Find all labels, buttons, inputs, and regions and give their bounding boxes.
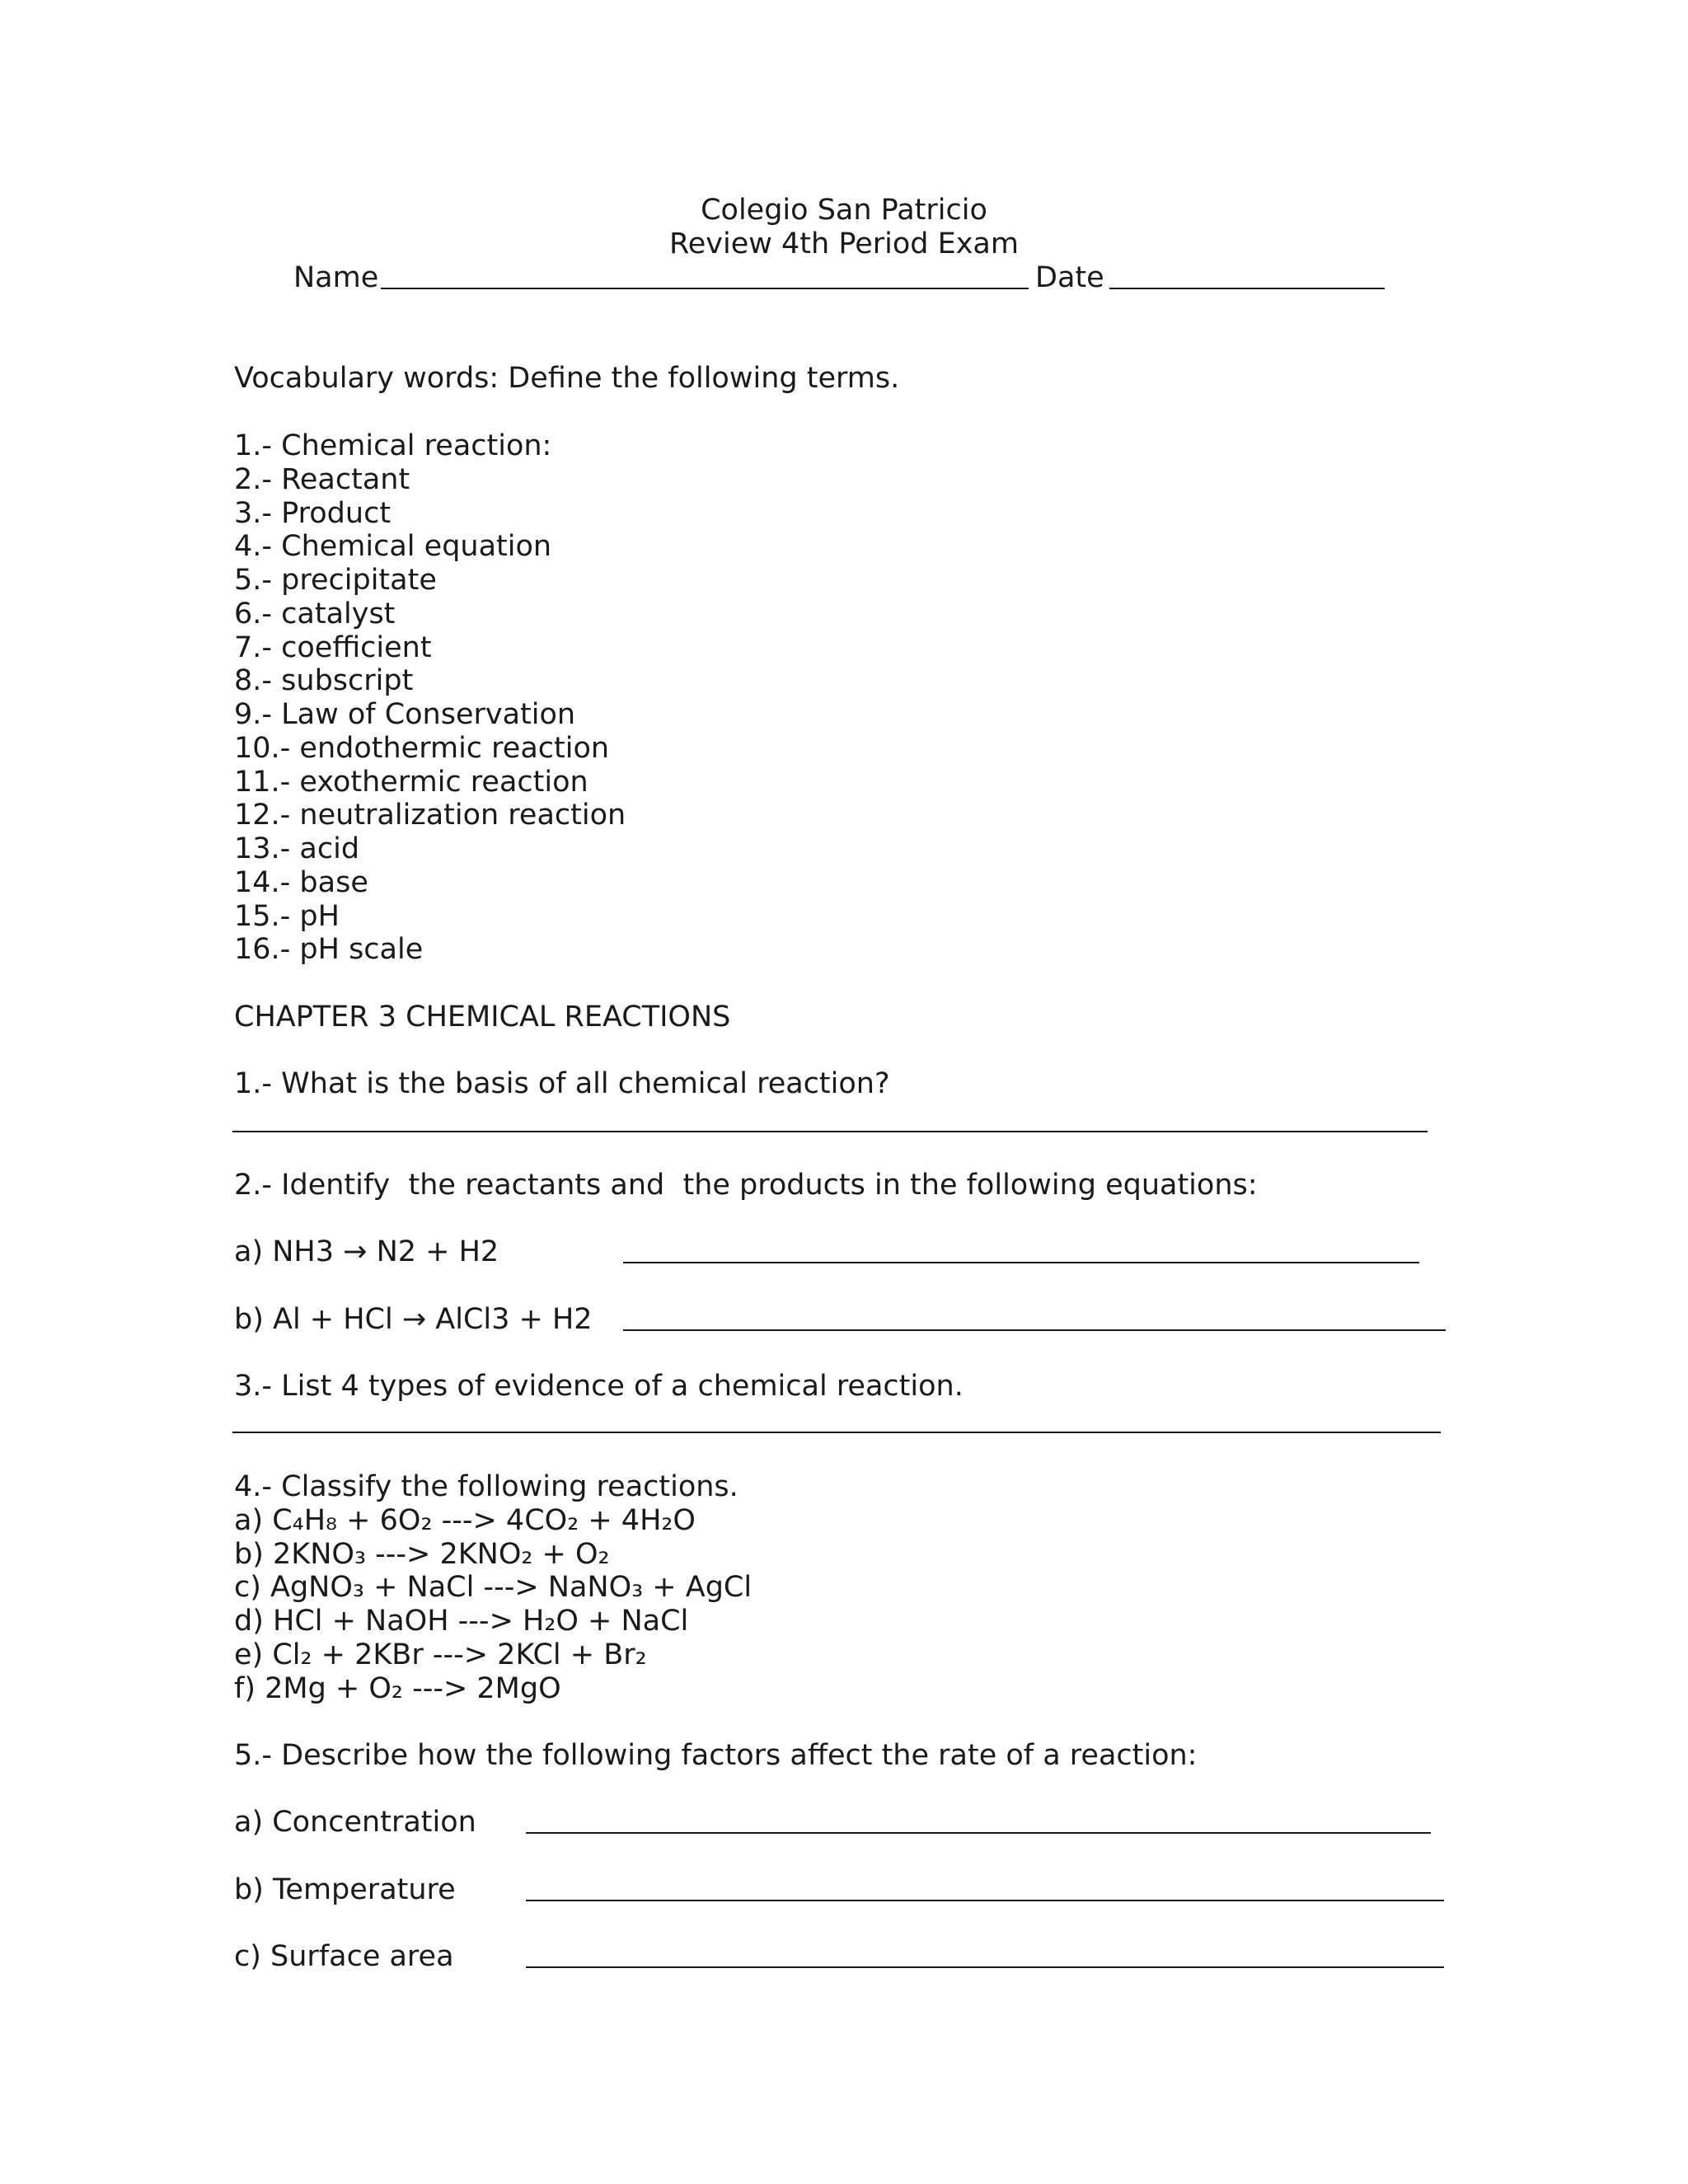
vocab-item: 14.- base [234,866,368,899]
vocab-item: 7.- coefficient [234,631,432,664]
school-name: Colegio San Patricio [701,194,987,227]
equation-2a: a) NH3 → N2 + H2 [234,1235,499,1268]
question-1: 1.- What is the basis of all chemical reaction? [234,1067,890,1100]
chapter-title: CHAPTER 3 CHEMICAL REACTIONS [234,1001,731,1033]
answer-line-q3[interactable] [232,1432,1441,1433]
vocab-item: 4.- Chemical equation [234,530,552,563]
vocab-item: 12.- neutralization reaction [234,799,626,832]
vocab-item: 2.- Reactant [234,463,410,496]
vocab-item: 6.- catalyst [234,598,396,630]
answer-line-q2a[interactable] [623,1262,1419,1263]
vocab-item: 8.- subscript [234,664,414,697]
vocab-item: 15.- pH [234,900,340,933]
reaction-item: d) HCl + NaOH ---> H₂O + NaCl [234,1605,689,1638]
factor-concentration: a) Concentration [234,1806,476,1839]
vocabulary-instruction: Vocabulary words: Define the following terms. [234,362,900,395]
vocab-item: 16.- pH scale [234,933,424,966]
equation-2b: b) Al + HCl → AlCl3 + H2 [234,1303,593,1336]
vocab-item: 5.- precipitate [234,564,437,597]
vocab-item: 10.- endothermic reaction [234,732,610,765]
answer-line-q1[interactable] [232,1131,1428,1132]
vocab-item: 9.- Law of Conservation [234,698,576,731]
answer-line-temperature[interactable] [526,1900,1444,1901]
name-field-line[interactable] [381,288,1029,289]
factor-surface-area: c) Surface area [234,1940,454,1973]
vocab-item: 3.- Product [234,497,392,530]
question-3: 3.- List 4 types of evidence of a chemical reaction. [234,1370,964,1403]
date-label: Date [1035,261,1104,294]
answer-line-concentration[interactable] [526,1832,1431,1834]
vocab-item: 13.- acid [234,832,360,865]
reaction-item: b) 2KNO₃ ---> 2KNO₂ + O₂ [234,1538,610,1571]
name-label: Name [293,261,379,294]
exam-title: Review 4th Period Exam [669,227,1019,260]
reaction-item: e) Cl₂ + 2KBr ---> 2KCl + Br₂ [234,1638,647,1671]
reaction-item: c) AgNO₃ + NaCl ---> NaNO₃ + AgCl [234,1571,753,1604]
reaction-item: f) 2Mg + O₂ ---> 2MgO [234,1672,561,1705]
vocab-item: 1.- Chemical reaction: [234,429,552,462]
question-2: 2.- Identify the reactants and the products in the following equations: [234,1169,1258,1202]
factor-temperature: b) Temperature [234,1873,456,1906]
answer-line-surface-area[interactable] [526,1966,1444,1968]
reaction-item: a) C₄H₈ + 6O₂ ---> 4CO₂ + 4H₂O [234,1504,696,1537]
question-5: 5.- Describe how the following factors affect the rate of a reaction: [234,1739,1198,1772]
answer-line-q2b[interactable] [623,1329,1446,1331]
question-4: 4.- Classify the following reactions. [234,1470,738,1503]
vocab-item: 11.- exothermic reaction [234,766,588,799]
date-field-line[interactable] [1109,288,1385,289]
